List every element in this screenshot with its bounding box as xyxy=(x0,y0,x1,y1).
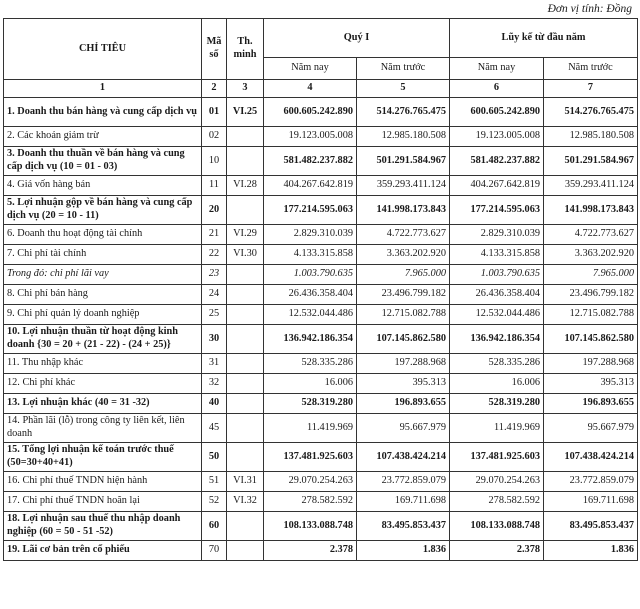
ytd-previous-value: 23.496.799.182 xyxy=(544,285,638,305)
table-row xyxy=(4,541,638,561)
row-code: 21 xyxy=(202,225,227,245)
row-note xyxy=(227,305,264,325)
quarter-previous-value: 169.711.698 xyxy=(357,492,450,512)
row-note: VI.32 xyxy=(227,492,264,512)
ytd-current-value: 12.532.044.486 xyxy=(450,305,544,325)
ytd-current-value: 16.006 xyxy=(450,374,544,394)
table-row xyxy=(4,492,638,512)
quarter-current-value: 600.605.242.890 xyxy=(264,98,357,127)
quarter-previous-value: 197.288.968 xyxy=(357,354,450,374)
row-label: 8. Chi phí bán hàng xyxy=(4,285,202,305)
ytd-previous-value: 4.722.773.627 xyxy=(544,225,638,245)
ytd-previous-value: 107.438.424.214 xyxy=(544,443,638,472)
column-number: 3 xyxy=(227,80,264,98)
quarter-current-value: 528.319.280 xyxy=(264,394,357,414)
ytd-previous-value: 395.313 xyxy=(544,374,638,394)
quarter-previous-value: 3.363.202.920 xyxy=(357,245,450,265)
row-code: 31 xyxy=(202,354,227,374)
table-row xyxy=(4,245,638,265)
row-code: 02 xyxy=(202,127,227,147)
quarter-previous-value: 4.722.773.627 xyxy=(357,225,450,245)
ytd-current-value: 1.003.790.635 xyxy=(450,265,544,285)
header-thuyet-minh: Th. minh xyxy=(227,19,264,80)
column-number: 4 xyxy=(264,80,357,98)
quarter-previous-value: 501.291.584.967 xyxy=(357,147,450,176)
ytd-previous-value: 23.772.859.079 xyxy=(544,472,638,492)
ytd-current-value: 29.070.254.263 xyxy=(450,472,544,492)
quarter-previous-value: 12.715.082.788 xyxy=(357,305,450,325)
quarter-previous-value: 23.496.799.182 xyxy=(357,285,450,305)
ytd-previous-value: 1.836 xyxy=(544,541,638,561)
table-row xyxy=(4,147,638,176)
ytd-previous-value: 7.965.000 xyxy=(544,265,638,285)
header-quarter: Quý I xyxy=(264,19,450,58)
row-label: 1. Doanh thu bán hàng và cung cấp dịch vụ xyxy=(4,98,202,127)
header-chi-tieu: CHỈ TIÊU xyxy=(4,19,202,80)
row-note: VI.25 xyxy=(227,98,264,127)
ytd-current-value: 528.319.280 xyxy=(450,394,544,414)
ytd-previous-value: 514.276.765.475 xyxy=(544,98,638,127)
quarter-current-value: 137.481.925.603 xyxy=(264,443,357,472)
ytd-current-value: 108.133.088.748 xyxy=(450,512,544,541)
table-row xyxy=(4,127,638,147)
quarter-previous-value: 359.293.411.124 xyxy=(357,176,450,196)
header-ytd-previous: Năm trước xyxy=(544,58,638,80)
row-label: 2. Các khoản giảm trừ xyxy=(4,127,202,147)
ytd-previous-value: 3.363.202.920 xyxy=(544,245,638,265)
column-number-row xyxy=(4,80,638,98)
ytd-current-value: 528.335.286 xyxy=(450,354,544,374)
table-row xyxy=(4,305,638,325)
ytd-current-value: 177.214.595.063 xyxy=(450,196,544,225)
row-note xyxy=(227,265,264,285)
row-label: 12. Chi phí khác xyxy=(4,374,202,394)
row-note xyxy=(227,127,264,147)
column-number: 2 xyxy=(202,80,227,98)
row-label: 19. Lãi cơ bản trên cổ phiếu xyxy=(4,541,202,561)
row-code: 22 xyxy=(202,245,227,265)
column-number: 7 xyxy=(544,80,638,98)
quarter-current-value: 108.133.088.748 xyxy=(264,512,357,541)
row-code: 52 xyxy=(202,492,227,512)
row-label: 7. Chi phí tài chính xyxy=(4,245,202,265)
row-note xyxy=(227,354,264,374)
row-note xyxy=(227,147,264,176)
row-label: 5. Lợi nhuận gộp về bán hàng và cung cấp dịch vụ (20 = 10 - 11) xyxy=(4,196,202,225)
row-label: 18. Lợi nhuận sau thuế thu nhập doanh nghiệp (60 = 50 - 51 -52) xyxy=(4,512,202,541)
quarter-previous-value: 12.985.180.508 xyxy=(357,127,450,147)
header-ytd-current: Năm nay xyxy=(450,58,544,80)
quarter-previous-value: 23.772.859.079 xyxy=(357,472,450,492)
row-code: 40 xyxy=(202,394,227,414)
row-label: 4. Giá vốn hàng bán xyxy=(4,176,202,196)
ytd-current-value: 137.481.925.603 xyxy=(450,443,544,472)
row-code: 11 xyxy=(202,176,227,196)
row-label: 10. Lợi nhuận thuần từ hoạt động kinh doanh {30 = 20 + (21 - 22) - (24 + 25)} xyxy=(4,325,202,354)
row-label: Trong đó: chi phí lãi vay xyxy=(4,265,202,285)
table-row xyxy=(4,443,638,472)
quarter-current-value: 404.267.642.819 xyxy=(264,176,357,196)
row-code: 25 xyxy=(202,305,227,325)
row-note xyxy=(227,325,264,354)
table-row xyxy=(4,325,638,354)
table-row xyxy=(4,176,638,196)
quarter-current-value: 2.378 xyxy=(264,541,357,561)
ytd-previous-value: 141.998.173.843 xyxy=(544,196,638,225)
quarter-current-value: 12.532.044.486 xyxy=(264,305,357,325)
row-code: 30 xyxy=(202,325,227,354)
ytd-previous-value: 196.893.655 xyxy=(544,394,638,414)
table-row xyxy=(4,265,638,285)
quarter-previous-value: 141.998.173.843 xyxy=(357,196,450,225)
row-label: 11. Thu nhập khác xyxy=(4,354,202,374)
ytd-previous-value: 197.288.968 xyxy=(544,354,638,374)
row-label: 15. Tổng lợi nhuận kế toán trước thuế (50=30+40+41) xyxy=(4,443,202,472)
row-code: 20 xyxy=(202,196,227,225)
row-code: 51 xyxy=(202,472,227,492)
column-number: 1 xyxy=(4,80,202,98)
header-year-to-date: Lũy kế từ đầu năm xyxy=(450,19,638,58)
ytd-previous-value: 169.711.698 xyxy=(544,492,638,512)
quarter-previous-value: 514.276.765.475 xyxy=(357,98,450,127)
quarter-previous-value: 83.495.853.437 xyxy=(357,512,450,541)
row-code: 24 xyxy=(202,285,227,305)
header-quarter-previous: Năm trước xyxy=(357,58,450,80)
income-statement-table xyxy=(3,18,638,561)
quarter-current-value: 581.482.237.882 xyxy=(264,147,357,176)
column-number: 5 xyxy=(357,80,450,98)
row-note: VI.28 xyxy=(227,176,264,196)
ytd-current-value: 2.378 xyxy=(450,541,544,561)
row-code: 10 xyxy=(202,147,227,176)
row-note xyxy=(227,414,264,443)
quarter-current-value: 1.003.790.635 xyxy=(264,265,357,285)
row-code: 60 xyxy=(202,512,227,541)
table-row xyxy=(4,394,638,414)
quarter-previous-value: 7.965.000 xyxy=(357,265,450,285)
quarter-current-value: 16.006 xyxy=(264,374,357,394)
quarter-current-value: 26.436.358.404 xyxy=(264,285,357,305)
quarter-current-value: 136.942.186.354 xyxy=(264,325,357,354)
header-ma-so: Mã số xyxy=(202,19,227,80)
quarter-previous-value: 196.893.655 xyxy=(357,394,450,414)
ytd-current-value: 2.829.310.039 xyxy=(450,225,544,245)
quarter-current-value: 278.582.592 xyxy=(264,492,357,512)
row-note: VI.31 xyxy=(227,472,264,492)
quarter-previous-value: 395.313 xyxy=(357,374,450,394)
unit-note: Đơn vị tính: Đồng xyxy=(547,3,632,15)
row-label: 9. Chi phí quản lý doanh nghiệp xyxy=(4,305,202,325)
quarter-previous-value: 107.438.424.214 xyxy=(357,443,450,472)
table-row xyxy=(4,414,638,443)
row-label: 17. Chi phí thuế TNDN hoãn lại xyxy=(4,492,202,512)
row-label: 3. Doanh thu thuần về bán hàng và cung cấp dịch vụ (10 = 01 - 03) xyxy=(4,147,202,176)
ytd-previous-value: 359.293.411.124 xyxy=(544,176,638,196)
row-code: 01 xyxy=(202,98,227,127)
row-note xyxy=(227,394,264,414)
quarter-current-value: 177.214.595.063 xyxy=(264,196,357,225)
table-row xyxy=(4,285,638,305)
quarter-current-value: 4.133.315.858 xyxy=(264,245,357,265)
ytd-previous-value: 501.291.584.967 xyxy=(544,147,638,176)
table-row xyxy=(4,354,638,374)
quarter-previous-value: 107.145.862.580 xyxy=(357,325,450,354)
table-row xyxy=(4,374,638,394)
table-row xyxy=(4,512,638,541)
quarter-previous-value: 1.836 xyxy=(357,541,450,561)
row-note: VI.30 xyxy=(227,245,264,265)
table-row xyxy=(4,472,638,492)
ytd-current-value: 600.605.242.890 xyxy=(450,98,544,127)
row-label: 14. Phần lãi (lỗ) trong công ty liên kết, liên doanh xyxy=(4,414,202,443)
ytd-current-value: 278.582.592 xyxy=(450,492,544,512)
row-note xyxy=(227,443,264,472)
row-label: 13. Lợi nhuận khác (40 = 31 -32) xyxy=(4,394,202,414)
ytd-previous-value: 95.667.979 xyxy=(544,414,638,443)
quarter-current-value: 528.335.286 xyxy=(264,354,357,374)
ytd-current-value: 11.419.969 xyxy=(450,414,544,443)
row-code: 50 xyxy=(202,443,227,472)
header-quarter-current: Năm nay xyxy=(264,58,357,80)
ytd-current-value: 136.942.186.354 xyxy=(450,325,544,354)
quarter-current-value: 29.070.254.263 xyxy=(264,472,357,492)
quarter-current-value: 2.829.310.039 xyxy=(264,225,357,245)
table-row xyxy=(4,225,638,245)
row-code: 45 xyxy=(202,414,227,443)
ytd-current-value: 19.123.005.008 xyxy=(450,127,544,147)
quarter-previous-value: 95.667.979 xyxy=(357,414,450,443)
row-note xyxy=(227,285,264,305)
row-label: 6. Doanh thu hoạt động tài chính xyxy=(4,225,202,245)
ytd-current-value: 26.436.358.404 xyxy=(450,285,544,305)
ytd-previous-value: 107.145.862.580 xyxy=(544,325,638,354)
row-note xyxy=(227,512,264,541)
row-note xyxy=(227,196,264,225)
report-body xyxy=(4,80,638,561)
row-note xyxy=(227,374,264,394)
quarter-current-value: 11.419.969 xyxy=(264,414,357,443)
ytd-previous-value: 12.715.082.788 xyxy=(544,305,638,325)
row-note xyxy=(227,541,264,561)
quarter-current-value: 19.123.005.008 xyxy=(264,127,357,147)
ytd-current-value: 581.482.237.882 xyxy=(450,147,544,176)
column-number: 6 xyxy=(450,80,544,98)
ytd-current-value: 404.267.642.819 xyxy=(450,176,544,196)
row-label: 16. Chi phí thuế TNDN hiện hành xyxy=(4,472,202,492)
row-code: 70 xyxy=(202,541,227,561)
row-code: 32 xyxy=(202,374,227,394)
ytd-previous-value: 83.495.853.437 xyxy=(544,512,638,541)
ytd-current-value: 4.133.315.858 xyxy=(450,245,544,265)
table-row xyxy=(4,98,638,127)
table-row xyxy=(4,196,638,225)
ytd-previous-value: 12.985.180.508 xyxy=(544,127,638,147)
row-note: VI.29 xyxy=(227,225,264,245)
row-code: 23 xyxy=(202,265,227,285)
